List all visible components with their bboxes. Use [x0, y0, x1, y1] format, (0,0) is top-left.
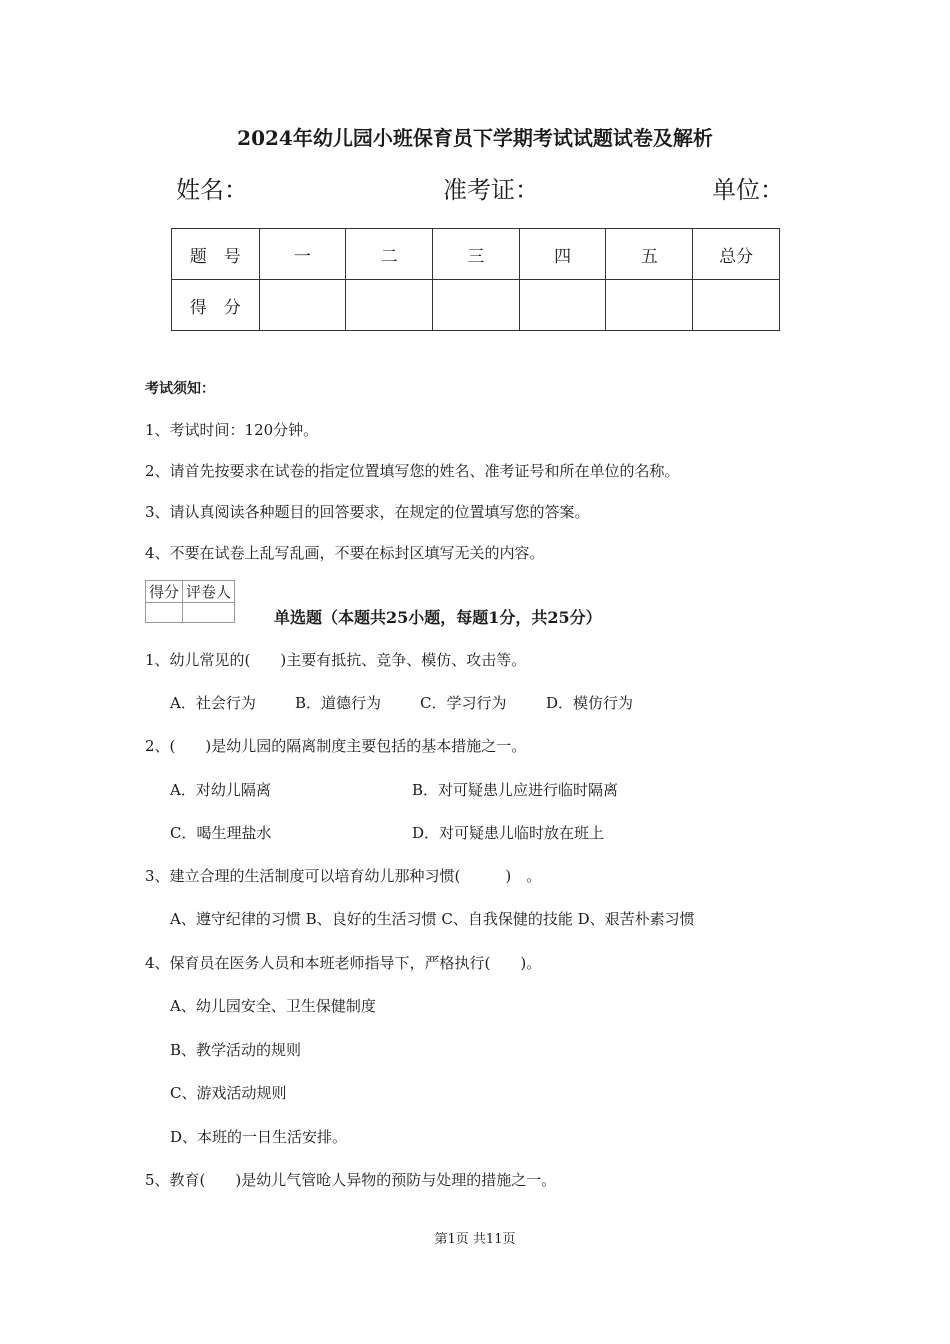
score-col-4: 四: [519, 229, 606, 280]
question-stem: 4、保育员在医务人员和本班老师指导下，严格执行( )。: [145, 954, 542, 972]
option-a[interactable]: A．社会行为: [170, 694, 256, 712]
notice-item: 1、考试时间：120分钟。: [145, 421, 319, 439]
score-col-1: 一: [259, 229, 346, 280]
score-cell-total[interactable]: [693, 280, 780, 331]
score-cell-1[interactable]: [259, 280, 346, 331]
grader-box: [145, 580, 235, 623]
notice-item: 3、请认真阅读各种题目的回答要求，在规定的位置填写您的答案。: [145, 503, 590, 521]
score-row-label: 得 分: [172, 280, 260, 331]
grader-score-cell[interactable]: [146, 603, 183, 623]
name-label: 姓名：: [176, 176, 248, 204]
option-a[interactable]: A、幼儿园安全、卫生保健制度: [170, 997, 376, 1015]
option-c[interactable]: C、游戏活动规则: [170, 1084, 287, 1102]
score-col-total: 总分: [693, 229, 780, 280]
score-cell-3[interactable]: [433, 280, 520, 331]
option-d[interactable]: D．对可疑患儿临时放在班上: [412, 824, 605, 842]
score-cell-2[interactable]: [346, 280, 433, 331]
score-col-2: 二: [346, 229, 433, 280]
option-b[interactable]: B．对可疑患儿应进行临时隔离: [412, 781, 619, 799]
question-stem: 1、幼儿常见的( )主要有抵抗、竞争、模仿、攻击等。: [145, 651, 527, 669]
score-cell-5[interactable]: [606, 280, 693, 331]
exam-id-label: 准考证：: [443, 176, 539, 204]
option-d[interactable]: D．模仿行为: [546, 694, 634, 712]
score-table-header-row: [172, 229, 780, 280]
score-col-3: 三: [433, 229, 520, 280]
section-title: 单选题（本题共25小题，每题1分，共25分）: [274, 608, 602, 627]
score-table-score-row: [172, 280, 780, 331]
question-stem: 2、( )是幼儿园的隔离制度主要包括的基本措施之一。: [145, 737, 527, 755]
page-title: 2024年幼儿园小班保育员下学期考试试题试卷及解析: [237, 126, 713, 150]
score-col-5: 五: [606, 229, 693, 280]
notice-heading: 考试须知：: [145, 381, 215, 397]
grader-reviewer-label: 评卷人: [183, 581, 235, 603]
notice-item: 2、请首先按要求在试卷的指定位置填写您的姓名、准考证号和所在单位的名称。: [145, 462, 680, 480]
options-line[interactable]: A、遵守纪律的习惯 B、良好的生活习惯 C、自我保健的技能 D、艰苦朴素习惯: [170, 910, 695, 928]
option-c[interactable]: C．喝生理盐水: [170, 824, 272, 842]
page-footer: 第1页 共11页: [434, 1232, 516, 1247]
option-d[interactable]: D、本班的一日生活安排。: [170, 1128, 348, 1146]
question-stem: 5、教育( )是幼儿气管呛人异物的预防与处理的措施之一。: [145, 1171, 557, 1189]
question-stem: 3、建立合理的生活制度可以培育幼儿那种习惯( ) 。: [145, 867, 542, 885]
option-a[interactable]: A．对幼儿隔离: [170, 781, 271, 799]
unit-label: 单位：: [712, 176, 784, 204]
grader-score-label: 得分: [146, 581, 183, 603]
score-table: [171, 228, 780, 331]
option-c[interactable]: C．学习行为: [420, 694, 507, 712]
option-b[interactable]: B、教学活动的规则: [170, 1041, 302, 1059]
score-cell-4[interactable]: [519, 280, 606, 331]
grader-reviewer-cell[interactable]: [183, 603, 235, 623]
score-header-label: 题 号: [172, 229, 260, 280]
notice-item: 4、不要在试卷上乱写乱画，不要在标封区填写无关的内容。: [145, 544, 545, 562]
option-b[interactable]: B．道德行为: [295, 694, 382, 712]
